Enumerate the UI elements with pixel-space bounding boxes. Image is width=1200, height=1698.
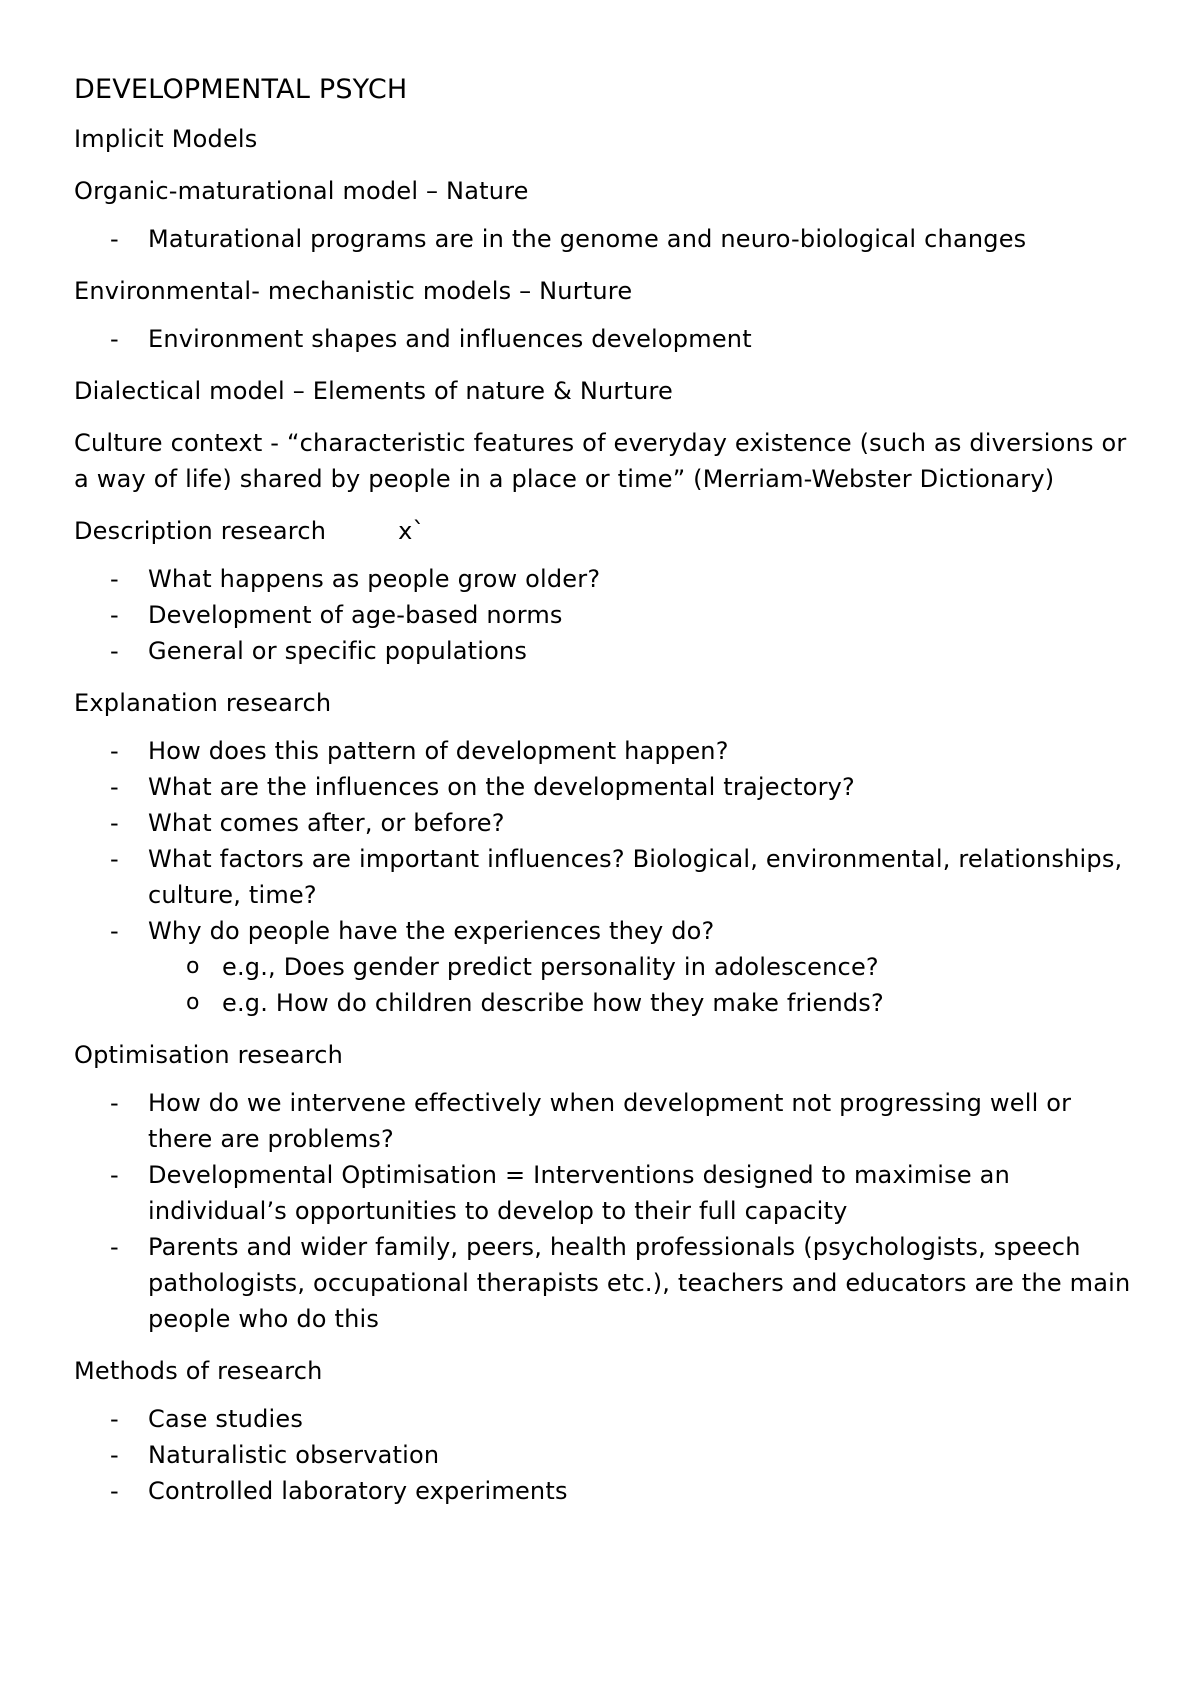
list-item: - Environment shapes and influences development	[74, 321, 1134, 357]
list-item: - Naturalistic observation	[74, 1437, 1134, 1473]
environmental-model-heading: Environmental- mechanistic models – Nurture	[74, 277, 633, 305]
sub-list-item: o e.g. How do children describe how they make friends?	[148, 985, 1134, 1021]
list-item: - What happens as people grow older?	[74, 561, 1134, 597]
explanation-sub-list	[148, 949, 1134, 1021]
list-item: - Developmental Optimisation = Interventions designed to maximise an individual’s opportunities to develop to their full capacity	[74, 1157, 1134, 1229]
list-item	[74, 913, 1134, 1021]
sub-list-item: o e.g., Does gender predict personality in adolescence?	[148, 949, 1134, 985]
list-item: - Maturational programs are in the genome and neuro-biological changes	[74, 221, 1134, 257]
list-item: - What are the influences on the developmental trajectory?	[74, 769, 1134, 805]
list-item: - How does this pattern of development happen?	[74, 733, 1134, 769]
description-research-list	[74, 561, 1134, 669]
implicit-models-heading: Implicit Models	[74, 125, 258, 153]
list-item: - Parents and wider family, peers, health professionals (psychologists, speech pathologists, occupational therapists etc.), teachers and educators are the main people who do this	[74, 1229, 1134, 1337]
list-item: - How do we intervene effectively when development not progressing well or there are problems?	[74, 1085, 1134, 1157]
organic-model-list	[74, 221, 1134, 257]
description-research-line	[74, 513, 1134, 549]
organic-model-heading: Organic-maturational model – Nature	[74, 177, 529, 205]
list-item: - What comes after, or before?	[74, 805, 1134, 841]
optimisation-research-list	[74, 1085, 1134, 1337]
list-item: - Case studies	[74, 1401, 1134, 1437]
culture-context-paragraph: Culture context - “characteristic features of everyday existence (such as diversions or a way of life) shared by people in a place or time” (Merriam-Webster Dictionary)	[74, 429, 1127, 493]
list-item: - General or specific populations	[74, 633, 1134, 669]
explanation-research-heading: Explanation research	[74, 689, 332, 717]
optimisation-research-heading: Optimisation research	[74, 1041, 344, 1069]
list-item: - Controlled laboratory experiments	[74, 1473, 1134, 1509]
stray-characters: x`	[398, 517, 425, 545]
document-title: DEVELOPMENTAL PSYCH	[74, 74, 408, 105]
list-item: - Development of age-based norms	[74, 597, 1134, 633]
dialectical-model-heading: Dialectical model – Elements of nature & Nurture	[74, 377, 673, 405]
explanation-research-list	[74, 733, 1134, 1021]
environmental-model-list	[74, 321, 1134, 357]
description-research-heading: Description research	[74, 517, 327, 545]
document-page	[74, 70, 1134, 1525]
methods-research-heading: Methods of research	[74, 1357, 323, 1385]
list-item: - What factors are important influences? Biological, environmental, relationships, culture, time?	[74, 841, 1134, 913]
methods-research-list	[74, 1401, 1134, 1509]
list-item-text: Why do people have the experiences they do?	[148, 917, 715, 945]
